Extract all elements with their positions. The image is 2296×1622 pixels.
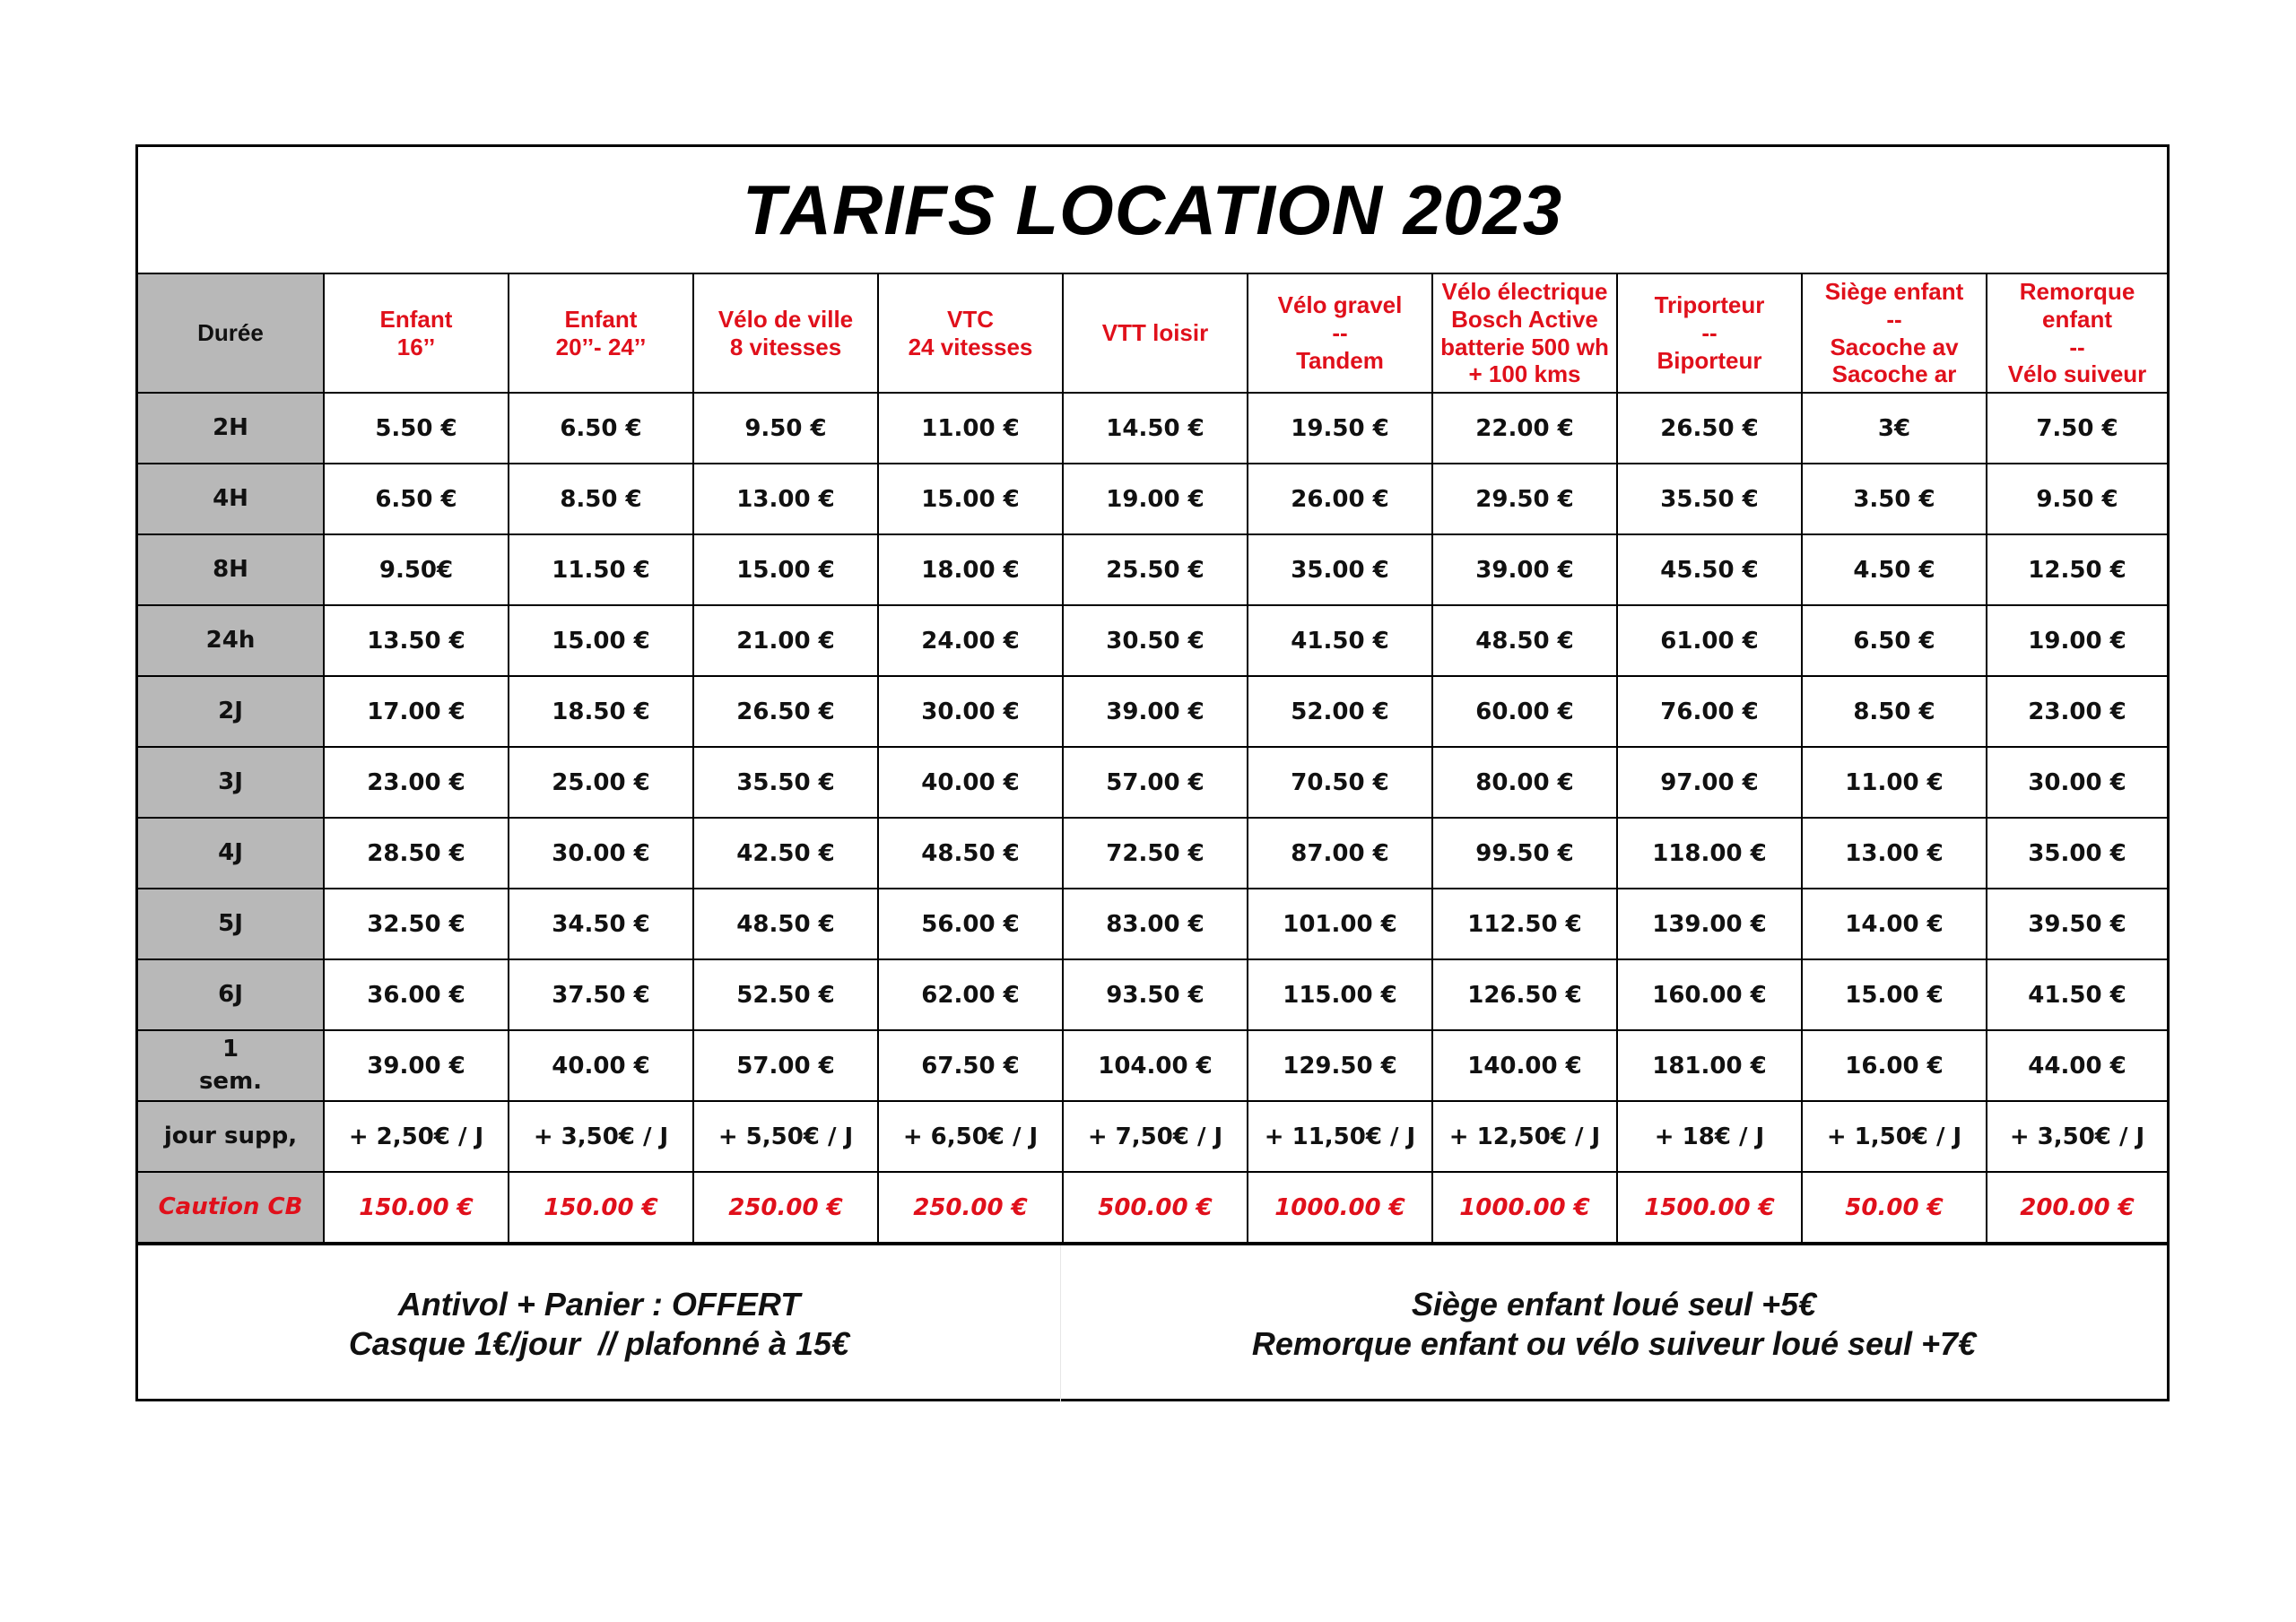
price-cell: + 18€ / J: [1617, 1101, 1802, 1172]
duration-cell: 4H: [138, 464, 324, 534]
price-cell: 93.50 €: [1063, 959, 1248, 1030]
price-cell: 17.00 €: [324, 676, 509, 747]
column-header: Siège enfant -- Sacoche av Sacoche ar: [1802, 274, 1987, 393]
price-cell: 112.50 €: [1432, 889, 1617, 959]
price-cell: 18.00 €: [878, 534, 1063, 605]
duration-header: Durée: [138, 274, 324, 393]
price-cell: 26.00 €: [1248, 464, 1432, 534]
price-cell: 34.50 €: [509, 889, 693, 959]
price-cell: 24.00 €: [878, 605, 1063, 676]
price-cell: 48.50 €: [878, 818, 1063, 889]
table-row: [138, 747, 2167, 818]
duration-cell: 4J: [138, 818, 324, 889]
note-line: Antivol + Panier : OFFERT: [397, 1286, 801, 1323]
table-row: [138, 464, 2167, 534]
price-cell: 250.00 €: [693, 1172, 878, 1243]
price-cell: 13.00 €: [693, 464, 878, 534]
notes-section: [138, 1244, 2167, 1402]
price-cell: 56.00 €: [878, 889, 1063, 959]
price-cell: 25.00 €: [509, 747, 693, 818]
price-cell: 1000.00 €: [1248, 1172, 1432, 1243]
price-cell: 160.00 €: [1617, 959, 1802, 1030]
price-cell: 139.00 €: [1617, 889, 1802, 959]
table-row: [138, 605, 2167, 676]
duration-cell: 5J: [138, 889, 324, 959]
price-cell: 72.50 €: [1063, 818, 1248, 889]
price-cell: + 3,50€ / J: [509, 1101, 693, 1172]
price-cell: 11.00 €: [1802, 747, 1987, 818]
price-cell: 41.50 €: [1987, 959, 2167, 1030]
price-cell: 1500.00 €: [1617, 1172, 1802, 1243]
table-row: [138, 1172, 2167, 1243]
price-cell: 39.00 €: [1063, 676, 1248, 747]
price-cell: 41.50 €: [1248, 605, 1432, 676]
duration-cell: 24h: [138, 605, 324, 676]
price-cell: 42.50 €: [693, 818, 878, 889]
price-cell: 26.50 €: [1617, 393, 1802, 464]
price-cell: 126.50 €: [1432, 959, 1617, 1030]
price-cell: 19.00 €: [1987, 605, 2167, 676]
duration-cell: 2H: [138, 393, 324, 464]
price-cell: 83.00 €: [1063, 889, 1248, 959]
table-row: [138, 676, 2167, 747]
price-cell: 35.50 €: [693, 747, 878, 818]
column-header: Triporteur -- Biporteur: [1617, 274, 1802, 393]
price-cell: 15.00 €: [693, 534, 878, 605]
price-cell: 30.00 €: [1987, 747, 2167, 818]
price-cell: 129.50 €: [1248, 1030, 1432, 1101]
price-cell: 62.00 €: [878, 959, 1063, 1030]
price-cell: 5.50 €: [324, 393, 509, 464]
column-header: VTC 24 vitesses: [878, 274, 1063, 393]
price-cell: 8.50 €: [509, 464, 693, 534]
duration-cell: jour supp,: [138, 1101, 324, 1172]
note-line: Casque 1€/jour // plafonné à 15€: [348, 1324, 850, 1362]
column-header: Vélo de ville 8 vitesses: [693, 274, 878, 393]
price-cell: 6.50 €: [1802, 605, 1987, 676]
price-cell: 11.00 €: [878, 393, 1063, 464]
price-cell: 12.50 €: [1987, 534, 2167, 605]
price-cell: 14.00 €: [1802, 889, 1987, 959]
price-cell: 23.00 €: [324, 747, 509, 818]
price-cell: 44.00 €: [1987, 1030, 2167, 1101]
price-cell: 1000.00 €: [1432, 1172, 1617, 1243]
price-cell: 36.00 €: [324, 959, 509, 1030]
table-row: [138, 534, 2167, 605]
price-cell: 21.00 €: [693, 605, 878, 676]
page-title: TARIFS LOCATION 2023: [138, 147, 2167, 274]
duration-cell: 3J: [138, 747, 324, 818]
price-cell: + 11,50€ / J: [1248, 1101, 1432, 1172]
price-cell: 35.00 €: [1248, 534, 1432, 605]
price-cell: 150.00 €: [509, 1172, 693, 1243]
price-cell: 23.00 €: [1987, 676, 2167, 747]
column-header: Enfant 20’’- 24’’: [509, 274, 693, 393]
price-cell: 250.00 €: [878, 1172, 1063, 1243]
price-cell: 26.50 €: [693, 676, 878, 747]
price-cell: 39.00 €: [324, 1030, 509, 1101]
price-cell: 61.00 €: [1617, 605, 1802, 676]
price-table: [138, 274, 2167, 1244]
price-cell: 18.50 €: [509, 676, 693, 747]
price-cell: 8.50 €: [1802, 676, 1987, 747]
price-cell: + 3,50€ / J: [1987, 1101, 2167, 1172]
price-cell: 50.00 €: [1802, 1172, 1987, 1243]
notes-right: [1061, 1245, 2167, 1402]
price-cell: 48.50 €: [693, 889, 878, 959]
price-cell: 57.00 €: [1063, 747, 1248, 818]
price-cell: + 7,50€ / J: [1063, 1101, 1248, 1172]
price-cell: 150.00 €: [324, 1172, 509, 1243]
price-cell: 200.00 €: [1987, 1172, 2167, 1243]
price-cell: 140.00 €: [1432, 1030, 1617, 1101]
duration-cell: 2J: [138, 676, 324, 747]
price-cell: 15.00 €: [1802, 959, 1987, 1030]
notes-left: [138, 1245, 1061, 1402]
header-row: [138, 274, 2167, 393]
price-cell: 35.50 €: [1617, 464, 1802, 534]
column-header: Vélo gravel -- Tandem: [1248, 274, 1432, 393]
price-cell: 3.50 €: [1802, 464, 1987, 534]
price-cell: 11.50 €: [509, 534, 693, 605]
price-cell: 9.50 €: [693, 393, 878, 464]
price-cell: 99.50 €: [1432, 818, 1617, 889]
price-cell: 28.50 €: [324, 818, 509, 889]
price-cell: 67.50 €: [878, 1030, 1063, 1101]
price-cell: 80.00 €: [1432, 747, 1617, 818]
price-cell: 181.00 €: [1617, 1030, 1802, 1101]
price-cell: 40.00 €: [509, 1030, 693, 1101]
price-cell: 15.00 €: [878, 464, 1063, 534]
table-row: [138, 1101, 2167, 1172]
price-cell: 87.00 €: [1248, 818, 1432, 889]
column-header: Enfant 16’’: [324, 274, 509, 393]
price-cell: 104.00 €: [1063, 1030, 1248, 1101]
price-cell: 60.00 €: [1432, 676, 1617, 747]
price-cell: 22.00 €: [1432, 393, 1617, 464]
price-cell: 30.00 €: [509, 818, 693, 889]
note-line: Siège enfant loué seul +5€: [1411, 1286, 1817, 1323]
price-cell: + 12,50€ / J: [1432, 1101, 1617, 1172]
price-cell: 101.00 €: [1248, 889, 1432, 959]
price-table-body: [138, 393, 2167, 1243]
note-line: Remorque enfant ou vélo suiveur loué seul +7€: [1251, 1324, 1977, 1362]
column-header: Vélo électrique Bosch Active batterie 500 wh + 100 kms: [1432, 274, 1617, 393]
price-cell: 37.50 €: [509, 959, 693, 1030]
table-row: [138, 818, 2167, 889]
duration-cell: 8H: [138, 534, 324, 605]
price-cell: 30.00 €: [878, 676, 1063, 747]
price-cell: 30.50 €: [1063, 605, 1248, 676]
price-cell: 15.00 €: [509, 605, 693, 676]
price-cell: + 6,50€ / J: [878, 1101, 1063, 1172]
price-cell: 16.00 €: [1802, 1030, 1987, 1101]
duration-cell: 6J: [138, 959, 324, 1030]
price-cell: 70.50 €: [1248, 747, 1432, 818]
price-cell: 13.50 €: [324, 605, 509, 676]
price-cell: 4.50 €: [1802, 534, 1987, 605]
price-cell: 500.00 €: [1063, 1172, 1248, 1243]
table-row: [138, 1030, 2167, 1101]
price-cell: + 5,50€ / J: [693, 1101, 878, 1172]
price-cell: 52.50 €: [693, 959, 878, 1030]
price-cell: 9.50€: [324, 534, 509, 605]
price-cell: 9.50 €: [1987, 464, 2167, 534]
price-cell: 13.00 €: [1802, 818, 1987, 889]
price-cell: 25.50 €: [1063, 534, 1248, 605]
table-row: [138, 959, 2167, 1030]
duration-cell: 1 sem.: [138, 1030, 324, 1101]
price-cell: 118.00 €: [1617, 818, 1802, 889]
table-row: [138, 393, 2167, 464]
price-cell: 115.00 €: [1248, 959, 1432, 1030]
price-cell: 76.00 €: [1617, 676, 1802, 747]
price-sheet: [135, 144, 2170, 1401]
price-cell: 35.00 €: [1987, 818, 2167, 889]
price-cell: 6.50 €: [509, 393, 693, 464]
price-cell: 39.00 €: [1432, 534, 1617, 605]
table-row: [138, 889, 2167, 959]
price-cell: 19.50 €: [1248, 393, 1432, 464]
duration-cell: Caution CB: [138, 1172, 324, 1243]
price-cell: 29.50 €: [1432, 464, 1617, 534]
price-cell: 48.50 €: [1432, 605, 1617, 676]
price-cell: 52.00 €: [1248, 676, 1432, 747]
price-cell: 14.50 €: [1063, 393, 1248, 464]
price-cell: 97.00 €: [1617, 747, 1802, 818]
price-cell: 57.00 €: [693, 1030, 878, 1101]
column-header: VTT loisir: [1063, 274, 1248, 393]
price-cell: 3€: [1802, 393, 1987, 464]
price-cell: + 1,50€ / J: [1802, 1101, 1987, 1172]
price-cell: + 2,50€ / J: [324, 1101, 509, 1172]
price-cell: 6.50 €: [324, 464, 509, 534]
price-cell: 7.50 €: [1987, 393, 2167, 464]
price-cell: 39.50 €: [1987, 889, 2167, 959]
price-cell: 40.00 €: [878, 747, 1063, 818]
column-header: Remorque enfant -- Vélo suiveur: [1987, 274, 2167, 393]
price-cell: 19.00 €: [1063, 464, 1248, 534]
price-cell: 32.50 €: [324, 889, 509, 959]
price-cell: 45.50 €: [1617, 534, 1802, 605]
